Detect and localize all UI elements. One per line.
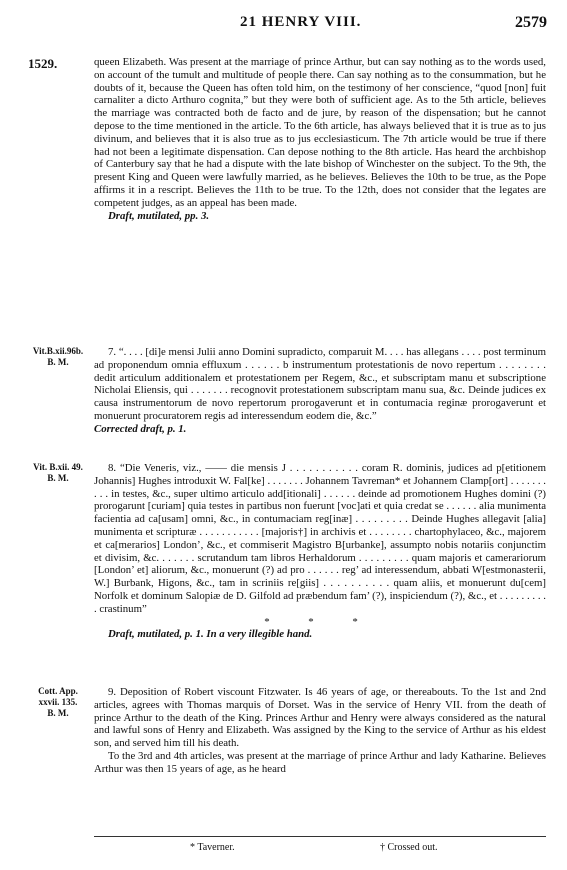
entry-10-text: To the 3rd and 4th articles, was present at the marriage of prince Arthur and lady Katharine. Believes Arthur was then 15 years of age, as he heard [94,749,546,775]
footnote-crossed-out: † Crossed out. [380,842,438,853]
running-head: 21 HENRY VIII. [240,14,362,30]
continuation-paragraph: queen Elizabeth. Was present at the marriage of prince Arthur, but can say nothing as to the words used, on account of the tumult and multitude of people there. Can say nothing as to the consummation, but he doubts of it, because the Queen has often told him, on the testimony of her conscience, “quod [non] fuit carnaliter a dicto Arthuro cognita,” but they were both of sufficient age. As to the 5th article, believes the marriage was contracted both de facto and de jure, by reason of the dispensation; but he cannot depose to the time mentioned in the article. To the 6th article, has always believed that it is true as to jus divinum, and believes that it is also true as to jus ecclesiasticum. The 7th article would be true if there had not been a legitimate dispensation. Can depose nothing to the 8th article. Has heard the archbishop of Canterbury say that he had a dispute with the late bishop of Winchester on the subject. To the 9th, the present King and Queen were lawfully married, as he believes. Believes the 10th to be true, as the Pope affirms it in a rescript. Believes the 11th to be true. To the 12th, does not consider that the legates are competent judges, as an appeal has been made. [94,56,546,209]
entry-9-text: 9. Deposition of Robert viscount Fitzwater. Is 46 years of age, or thereabouts. To the 1st and 2nd articles, agrees with Thomas marquis of Dorset. Was in the service of Henry VII. from the death of prince Arthur to the death of the King. Princes Arthur and Henry were always considered as the natural and lawful sons of Henry and Elizabeth. Was assigned by the King to the service of Arthur as his eldest son, and served him till his death. [94,686,546,750]
page-header [0,14,567,36]
footnote-divider [94,836,546,837]
footnote-taverner: * Taverner. [190,842,235,853]
entry-7-caption: Corrected draft, p. 1. [94,422,187,435]
entry-9 [94,686,546,776]
margin-ref-9: Cott. App. xxvii. 135. B. M. [38,686,78,718]
continuation-block [94,56,546,222]
entry-8-stars: * * * [264,615,376,628]
margin-ref-7: Vit.B.xii.96b. B. M. [32,346,84,367]
entry-8 [94,462,546,641]
year-label: 1529. [28,56,58,71]
entry-8-text: 8. “Die Veneris, viz., —— die mensis J . . . . . . . . . . . coram R. dominis, judices ad p[etitionem Johannis] Hughes introduxit W. Fal[ke] . . . . . . . Johannem Tavreman* et Johannem Clamp[ort] . . . . . . . . . . in testes, &c., super ultimo articulo add[itionali] . . . . . . deinde ad promotionem Hughes domini (?) prorogarunt [curiam] quia testes in partibus non fuerunt [voc]ati et quia credat se . . . . . . alia munimenta facientia ad ca[usam] omni, &c., in contumaciam reg[inæ] . . . . . . . . . Deinde Hughes allegavit [alia] munimenta et scripturæ . . . . . . . . . . . [majoris†] in archivis et . . . . . . . . chartophylaceo, &c., majorem et ca[merarios] London’, &c., et commiserit Magistro B[urbanke], assumpto nobis notariis conjunctim et divisim, &c. . . . . . . scrutandum tam libros Herhaldorum . . . . . . . . . quam majoris et camerariorum [London’ et] aliorum, &c., monuerunt (?) ad pro . . . . . . reg’ ad interessendum, abbati W[estmonasterii, W.] Burbank, Higons, &c., tam in scriniis re[giis] . . . . . . . . . . quam aliis, et monuerunt du[cem] Norfolk et dominum Salopiæ de D. Gilfold ad præbendum fam’ (?), inspiciendum (?), &c., et . . . . . . . . . . crastinum” [94,462,546,615]
page-number: 2579 [515,14,547,31]
entry-7-text: 7. “. . . . [di]e mensi Julii anno Domini supradicto, comparuit M. . . . has allegans . . . . post terminum ad proponendum omnia effluxum . . . . . . b instrumentum protestationis de novo repertum . . . . . . . . dedit articulum additionalem et protestationem per Regem, &c., et subscriptam manu et subscriptione Nicholai Eliensis, qui . . . . . . . recognovit protestationem subscriptam manu sua, &c. Deinde judices ex causa instrumentorum de novo repertorum prorogaverunt et in contumacia reginæ prorogaverunt et monuerunt procuratorem regis ad interessendum eodem die, &c.” [94,346,546,422]
entry-8-caption: Draft, mutilated, p. 1. In a very illegible hand. [108,628,313,641]
continuation-caption: Draft, mutilated, pp. 3. [108,209,210,222]
margin-ref-8: Vit. B.xii. 49. B. M. [33,462,83,483]
entry-7 [94,346,546,436]
